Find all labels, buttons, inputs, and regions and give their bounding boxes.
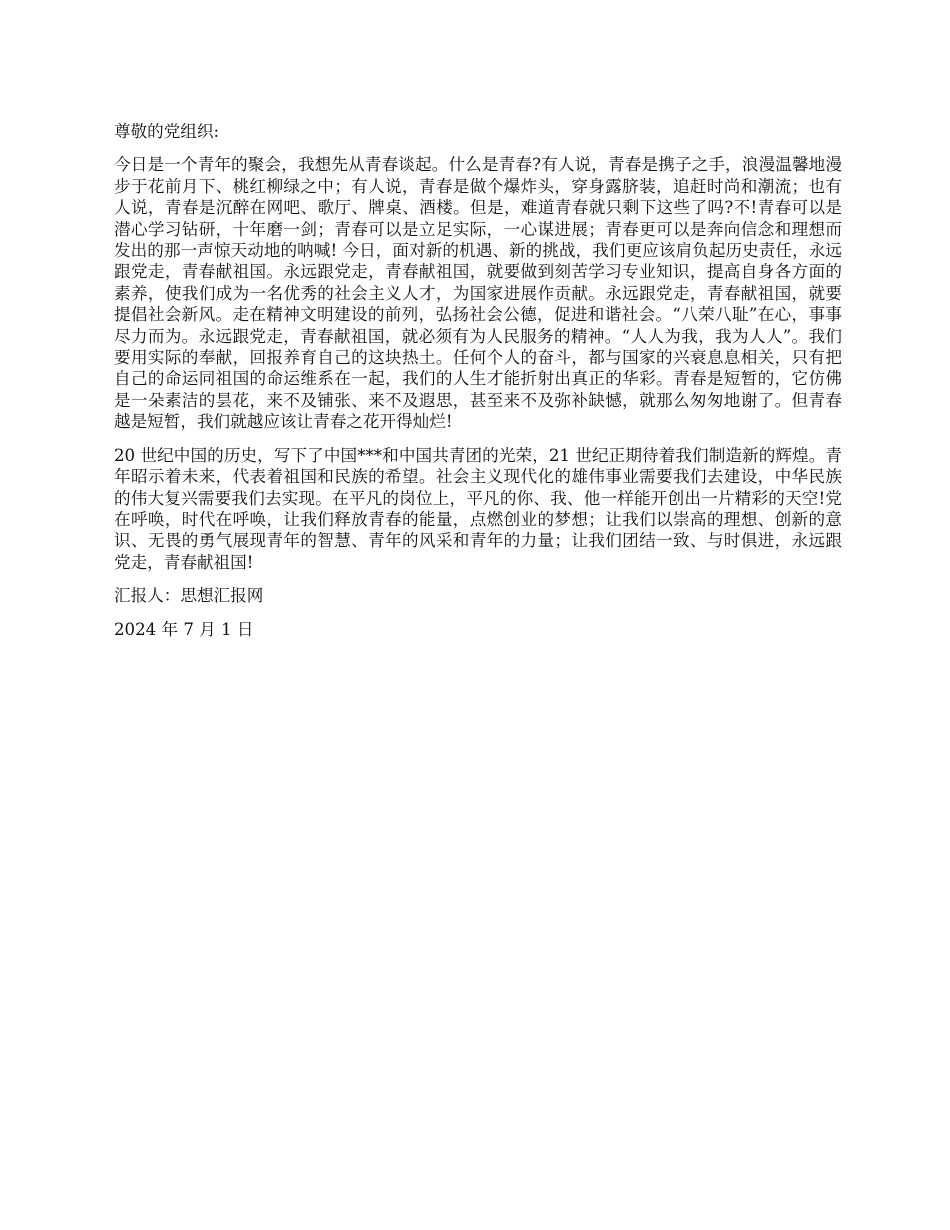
salutation: 尊敬的党组织: (114, 122, 220, 141)
date: 2024 年 7 月 1 日 (114, 619, 254, 639)
document-body (114, 121, 842, 652)
body-paragraph-1: 今日是一个青年的聚会，我想先从青春谈起。什么是青春?有人说，青春是携子之手，浪漫温馨地漫步于花前月下、桃红柳绿之中；有人说，青春是做个爆炸头，穿身露脐装，追赶时尚和潮流；也有人说，青春是沉醉在网吧、歌厅、牌桌、酒楼。但是，难道青春就只剩下这些了吗?不!青春可以是潜心学习钻研，十年磨一剑；青春可以是立足实际，一心谋进展；青春更可以是奔向信念和理想而发出的那一声惊天动地的呐喊! 今日，面对新的机遇、新的挑战，我们更应该肩负起历史责任，永远跟党走，青春献祖国。永远跟党走，青春献祖国，就要做到刻苦学习专业知识，提高自身各方面的素养，使我们成为一名优秀的社会主义人才，为国家进展作贡献。永远跟党走，青春献祖国，就要提倡社会新风。走在精神文明建设的前列，弘扬社会公德，促进和谐社会。“八荣八耻”在心，事事尽力而为。永远跟党走，青春献祖国，就必须有为人民服务的精神。“人人为我，我为人人”。我们要用实际的奉献，回报养育自己的这块热土。任何个人的奋斗，都与国家的兴衰息息相关，只有把自己的命运同祖国的命运维系在一起，我们的人生才能折射出真正的华彩。青春是短暂的，它仿佛是一朵素洁的昙花，来不及铺张、来不及遐思，甚至来不及弥补缺憾，就那么匆匆地谢了。但青春越是短暂，我们就越应该让青春之花开得灿烂! (114, 155, 842, 432)
body-paragraph-2: 20 世纪中国的历史，写下了中国***和中国共青团的光荣，21 世纪正期待着我们制造新的辉煌。青年昭示着未来，代表着祖国和民族的希望。社会主义现代化的雄伟事业需要我们去建设，中华民族的伟大复兴需要我们去实现。在平凡的岗位上，平凡的你、我、他一样能开创出一片精彩的天空!党在呼唤，时代在呼唤，让我们释放青春的能量，点燃创业的梦想；让我们以崇高的理想、创新的意识、无畏的勇气展现青年的智慧、青年的风采和青年的力量；让我们团结一致、与时俱进，永远跟党走，青春献祖国! (114, 445, 842, 572)
signature: 汇报人：思想汇报网 (114, 586, 264, 606)
